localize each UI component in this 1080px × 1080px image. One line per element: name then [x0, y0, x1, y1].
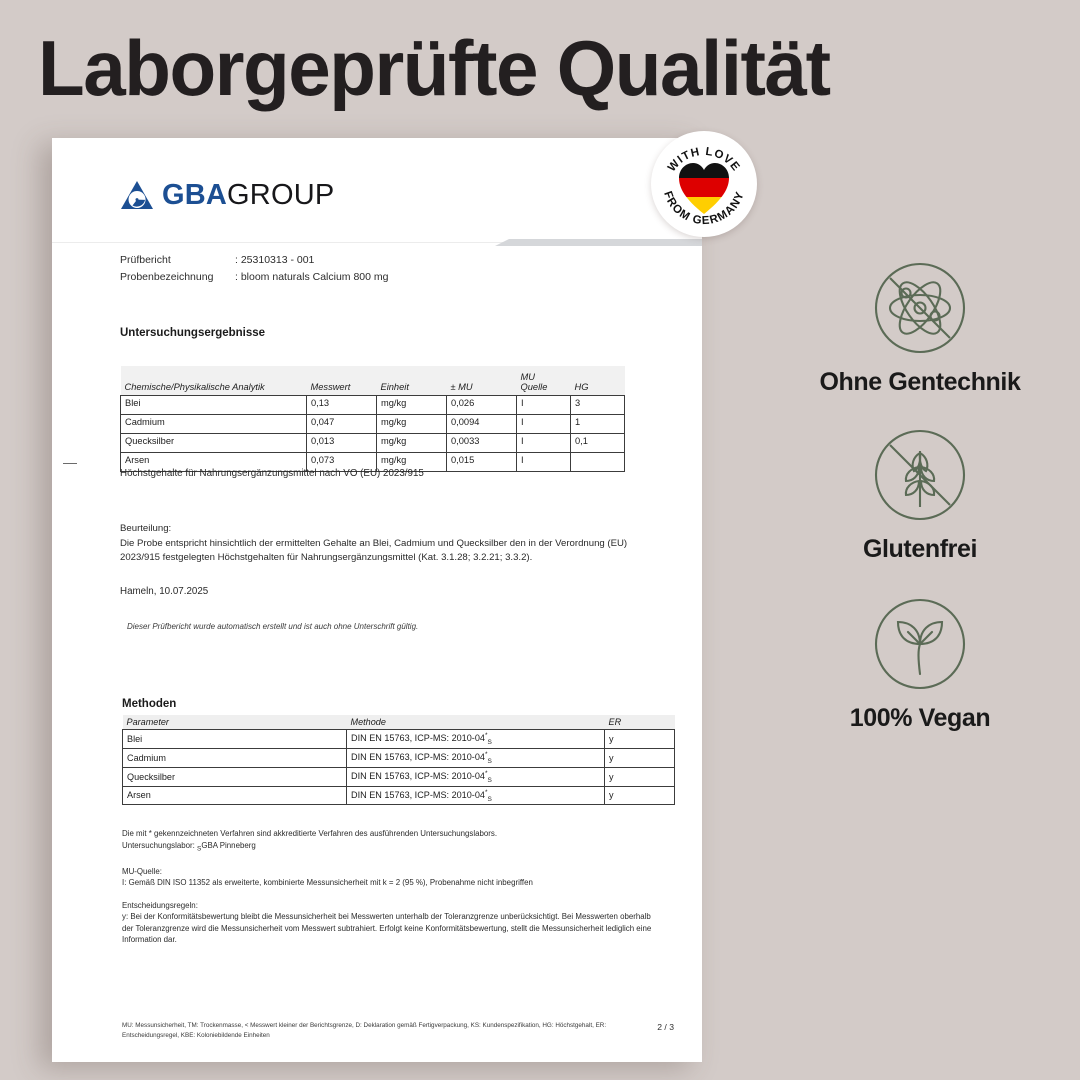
methods-table [122, 715, 675, 805]
page-title: Laborgeprüfte Qualität [38, 24, 830, 112]
methode-text: DIN EN 15763, ICP-MS: 2010-04 [351, 733, 485, 744]
badge-graphic [651, 131, 757, 237]
cell-messwert: 0,013 [307, 434, 377, 453]
footer-legend: MU: Messunsicherheit, TM: Trockenmasse, < Messwert kleiner der Berichtsgrenze, D: Deklaration gemäß Fertigverpackung, KS: Kundenspezifikation, HG: Höchstgehalt, ER: Entscheidungsregel, KBE: Koloniebildende Einheiten [122, 1022, 607, 1039]
methode-text: DIN EN 15763, ICP-MS: 2010-04 [351, 789, 485, 800]
footnote-accredited-text: Die mit * gekennzeichneten Verfahren sind akkreditierte Verfahren des ausführenden Untersuchungslabors. [122, 829, 498, 838]
col-mu: ± MU [447, 366, 517, 396]
cell-methode [347, 730, 605, 749]
footnote-lab-label: Untersuchungslabor: [122, 840, 195, 850]
methode-subscript: S [487, 776, 492, 784]
footnote-mu-source-label: MU-Quelle: [122, 866, 162, 876]
meta-key-pruefbericht: Prüfbericht [120, 254, 171, 266]
report-meta [120, 252, 389, 286]
cell-einheit: mg/kg [377, 415, 447, 434]
methods-header-row [123, 715, 675, 730]
meta-value-probenbezeichnung: : bloom naturals Calcium 800 mg [235, 271, 389, 283]
gba-group-logo [120, 180, 334, 210]
methode-subscript: S [487, 795, 492, 803]
cell-hg: 1 [571, 415, 625, 434]
spacer [122, 855, 662, 866]
feature-label: Glutenfrei [862, 535, 978, 563]
col-methode: Methode [347, 715, 605, 730]
meta-row [120, 269, 389, 286]
footnote-rules-label: Entscheidungsregeln: [122, 900, 198, 910]
cell-mu: 0,0033 [447, 434, 517, 453]
cell-quelle: I [517, 434, 571, 453]
cell-einheit: mg/kg [377, 396, 447, 415]
auto-generated-note: Dieser Prüfbericht wurde automatisch erstellt und ist auch ohne Unterschrift gültig. [127, 622, 419, 631]
table-row [121, 434, 625, 453]
logo-wordmark [162, 178, 335, 211]
cell-methode [347, 748, 605, 767]
table-row [123, 767, 675, 786]
feature-vegan [790, 586, 1050, 733]
feature-ohne-gentechnik [790, 250, 1050, 397]
methode-subscript: S [487, 738, 492, 746]
cell-analytik: Cadmium [121, 415, 307, 434]
section-title-results: Untersuchungsergebnisse [120, 327, 266, 339]
footnote-lab-value: GBA Pinneberg [201, 840, 256, 850]
cell-methode [347, 786, 605, 805]
cell-er: y [605, 730, 675, 749]
gba-triangle-droplet-icon [120, 180, 154, 210]
cell-mu: 0,015 [447, 453, 517, 472]
methode-subscript: S [487, 757, 492, 765]
cell-einheit: mg/kg [377, 434, 447, 453]
results-table [120, 366, 625, 472]
meta-value-pruefbericht: : 25310313 - 001 [235, 254, 315, 266]
cell-er: y [605, 786, 675, 805]
table-row [123, 730, 675, 749]
cell-messwert: 0,13 [307, 396, 377, 415]
table-row [123, 786, 675, 805]
meta-key-probenbezeichnung: Probenbezeichnung [120, 271, 214, 283]
feature-glutenfrei [790, 417, 1050, 564]
cell-quelle: I [517, 415, 571, 434]
no-gmo-atom-icon [790, 250, 1050, 366]
table-row [121, 415, 625, 434]
methode-superscript: * [484, 750, 488, 758]
cell-parameter: Arsen [123, 786, 347, 805]
cell-hg: 3 [571, 396, 625, 415]
table-row [123, 748, 675, 767]
cell-analytik: Arsen [121, 453, 307, 472]
footnote-lab-sub: S [197, 845, 202, 853]
document-footer [122, 1021, 674, 1040]
header-accent-bar [495, 239, 702, 246]
assessment-label: Beurteilung: [120, 523, 172, 534]
cell-messwert: 0,073 [307, 453, 377, 472]
section-title-methods: Methoden [122, 698, 177, 710]
cell-methode [347, 767, 605, 786]
col-mu-quelle-line1: MU [520, 372, 535, 382]
assessment-text: Die Probe entspricht hinsichtlich der ermittelten Gehalte an Blei, Cadmium und Quecksilber den in der Verordnung (EU) 2023/915 festgelegten Höchstgehalten für Nahrungsergänzungsmittel (Kat. 3.1.28; 3.2.21; 3.3.2). [120, 537, 628, 563]
badge-bottom-text: FROM GERMANY [661, 189, 747, 228]
cell-er: y [605, 748, 675, 767]
max-levels-note: Höchstgehalte für Nahrungsergänzungsmittel nach VO (EU) 2023/915 [120, 468, 424, 479]
meta-row [120, 252, 389, 269]
cell-parameter: Cadmium [123, 748, 347, 767]
cell-hg: 0,1 [571, 434, 625, 453]
place-and-date: Hameln, 10.07.2025 [120, 586, 209, 597]
col-einheit: Einheit [377, 366, 447, 396]
lab-report-document[interactable] [52, 138, 702, 1062]
logo-text-gba: GBA [162, 178, 228, 211]
document-page [52, 138, 702, 1062]
methode-superscript: * [484, 769, 488, 777]
cell-hg [571, 453, 625, 472]
footnotes-block [122, 828, 662, 946]
methode-text: DIN EN 15763, ICP-MS: 2010-04 [351, 770, 485, 781]
table-header-row [121, 366, 625, 396]
feature-list [790, 250, 1050, 749]
spacer [122, 889, 662, 900]
methode-superscript: * [484, 732, 488, 739]
page-number: 2 / 3 [657, 1022, 674, 1032]
cell-parameter: Quecksilber [123, 767, 347, 786]
cell-analytik: Quecksilber [121, 434, 307, 453]
col-messwert: Messwert [307, 366, 377, 396]
cell-analytik: Blei [121, 396, 307, 415]
methode-superscript: * [484, 788, 488, 796]
cell-er: y [605, 767, 675, 786]
methode-text: DIN EN 15763, ICP-MS: 2010-04 [351, 751, 485, 762]
footnote-rules-text: y: Bei der Konformitätsbewertung bleibt die Messunsicherheit bei Messwerten unterhalb der Toleranzgrenze unberücksichtigt. Bei Messwerten oberhalb der Toleranzgrenze wird die Messunsicherheit vom Messwert subtrahiert. Erfolgt keine Konformitätsbewertung, stellt die Messunsicherheit lediglich eine Information dar. [122, 912, 652, 945]
feature-label: Ohne Gentechnik [819, 368, 1021, 396]
badge-top-text: WITH LOVE [665, 145, 743, 175]
col-analytik: Chemische/Physikalische Analytik [121, 366, 307, 396]
cell-quelle: I [517, 396, 571, 415]
cell-mu: 0,026 [447, 396, 517, 415]
cell-messwert: 0,047 [307, 415, 377, 434]
col-parameter: Parameter [123, 715, 347, 730]
table-row [121, 396, 625, 415]
footnote-accredited [122, 828, 662, 840]
no-gluten-wheat-icon [790, 417, 1050, 533]
feature-label: 100% Vegan [849, 704, 991, 732]
col-mu-quelle-line2: Quelle [520, 382, 548, 392]
cell-mu: 0,0094 [447, 415, 517, 434]
vegan-sprout-icon [790, 586, 1050, 702]
cell-quelle: I [517, 453, 571, 472]
logo-text-group: GROUP [227, 178, 335, 211]
col-hg: HG [571, 366, 625, 396]
footnote-mu-source-text: I: Gemäß DIN ISO 11352 als erweiterte, kombinierte Messunsicherheit mit k = 2 (95 %), Probenahme nicht inbegriffen [122, 878, 533, 888]
col-er: ER [605, 715, 675, 730]
cell-einheit: mg/kg [377, 453, 447, 472]
margin-tick-mark [63, 463, 77, 464]
with-love-from-germany-badge [651, 131, 757, 237]
col-mu-quelle [517, 366, 571, 396]
assessment-block [120, 522, 668, 566]
cell-parameter: Blei [123, 730, 347, 749]
footnote-lab [122, 840, 662, 855]
